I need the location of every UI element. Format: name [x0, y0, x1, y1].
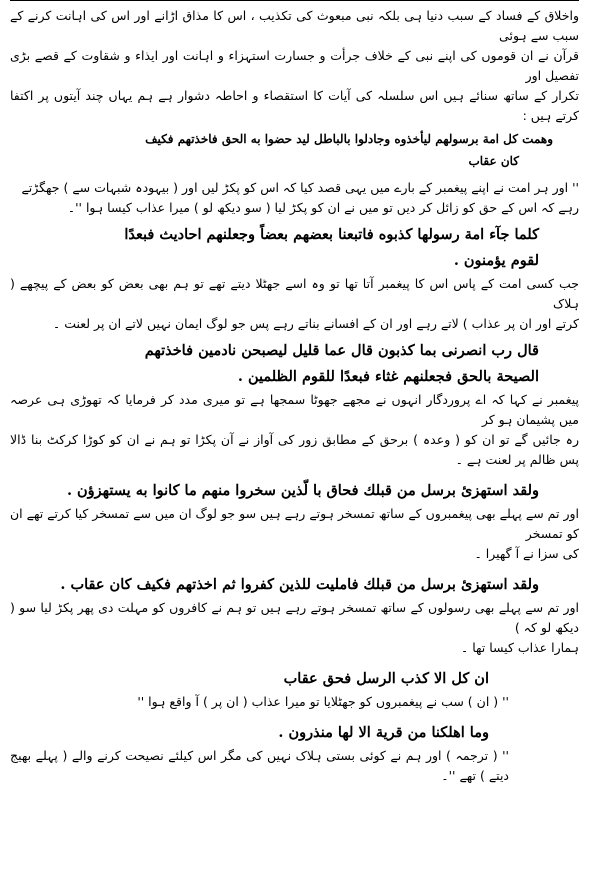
verse-2: [10, 222, 579, 274]
verse-1: [10, 130, 579, 170]
translation-4: [10, 504, 579, 564]
translation-1: [10, 178, 579, 218]
translation-line: جب کسی امت کے پاس اس کا پیغمبر آتا تھا تو وہ اسے جھٹلا دیتے تھے تو ہم بھی بعض کو بعض کے پیچھے ( ہلاک: [10, 276, 579, 311]
translation-line: ہمارا عذاب کیسا تھا ۔: [460, 640, 579, 655]
translation-line: رہے کہ اس کے حق کو زائل کر دیں تو میں نے ان کو پکڑ لیا ( سو دیکھ لو ) میرا عذاب کیسا ہوا ''۔: [67, 200, 579, 215]
translation-6: '' ( ان ) سب نے پیغمبروں کو جھٹلایا تو میرا عذاب ( ان پر ) آ واقع ہوا '': [137, 694, 509, 709]
translation-line: پیغمبر نے کہا کہ اے پروردگار انہوں نے مجھے جھوٹا سمجھا ہے تو میری مدد کر فرمایا کہ تھوڑی ہی عرصہ میں پشیمان ہو کر: [10, 392, 579, 427]
translation-line: اور تم سے پہلے بھی رسولوں کے ساتھ تمسخر ہوتے رہے ہیں تو ہم نے کافروں کو مہلت دی پھر پکڑ لیا سو ( دیکھ لو کہ ): [10, 600, 579, 635]
verse-7: وما اهلكنا من قرية الا لها منذرون .: [278, 724, 489, 741]
translation-7: '' ( ترجمہ ) اور ہم نے کوئی بستی ہلاک نہیں کی مگر اس کیلئے نصیحت کرنے والے ( پہلے بھیج دیتے ) تھے ''۔: [10, 748, 509, 783]
translation-line: '' اور ہر امت نے اپنے پیغمبر کے بارے میں یہی قصد کیا کہ اس کو پکڑ لیں اور ( بیہودہ شبہات سے ) جھگڑتے: [21, 180, 579, 195]
verse-5: ولقد استهزئ برسل من قبلك فامليت للذين كفروا ثم اخذتهم فكيف كان عقاب .: [60, 576, 539, 593]
verse-line: كان عقاب: [468, 154, 519, 168]
intro-line: تکرار کے ساتھ سنائے ہیں اس سلسلہ کی آیات کا استقصاء و احاطہ دشوار ہے ہم یہاں چند آیتوں پر اکتفا کرتے ہیں :: [10, 88, 579, 123]
intro-line: واخلاق کے فساد کے سبب دنیا ہی بلکہ نبی مبعوث کی تکذیب ، اس کا مذاق اڑانے اور اس کی اہانت کرنے کے سبب سے ہوئی: [10, 8, 579, 43]
verse-3: [10, 338, 579, 390]
verse-line: كلما جآء امة رسولها كذبوه فاتبعنا بعضهم بعضاً وجعلنهم احاديث فبعدًا: [124, 226, 539, 243]
translation-5: [10, 598, 579, 658]
verse-line: قال رب انصرنى بما كذبون قال عما قليل ليصبحن نادمين فاخذتهم: [144, 342, 539, 359]
verse-4: ولقد استهزئ برسل من قبلك فحاق با لّذين سخروا منهم ما كانوا به يستهزؤن .: [66, 482, 539, 499]
translation-line: کی سزا نے آ گھیرا ۔: [474, 546, 579, 561]
top-rule: [10, 0, 579, 1]
translation-line: اور تم سے پہلے بھی پیغمبروں کے ساتھ تمسخر ہوتے رہے ہیں سو جو لوگ ان میں سے تمسخر کیا کرتے تھے ان کو تمسخر: [10, 506, 579, 541]
verse-6: ان كل الا كذب الرسل فحق عقاب: [283, 670, 489, 687]
verse-line: وھمت كل امة برسولهم ليأخذوه وجادلوا بالباطل ليد حضوا به الحق فاخذتهم فكيف: [145, 132, 553, 146]
verse-line: الصيحة بالحق فجعلنهم غثاء فبعدًا للقوم الظلمين .: [237, 368, 539, 385]
translation-3: [10, 390, 579, 470]
intro-line: قرآن نے ان قوموں کی اپنے نبی کے خلاف جرأت و جسارت استہزاء و اہانت اور ایذاء و شقاوت کے قصے بڑی تفصیل اور: [10, 48, 579, 83]
translation-line: کرتے اور ان پر عذاب ) لاتے رہے اور ان کے افسانے بناتے رہے پس جو لوگ ایمان نہیں لاتے ان پر لعنت ۔: [52, 316, 579, 331]
translation-line: رہ جائیں گے تو ان کو ( وعدہ ) برحق کے مطابق زور کی آواز نے آن پکڑا تو ہم نے ان کو کوڑا کرکٹ بنا ڈالا پس ظالم پر لعنت ہے ۔: [10, 432, 579, 467]
translation-2: [10, 274, 579, 334]
intro-paragraph: [10, 6, 579, 126]
verse-line: لقوم يؤمنون .: [453, 252, 539, 269]
